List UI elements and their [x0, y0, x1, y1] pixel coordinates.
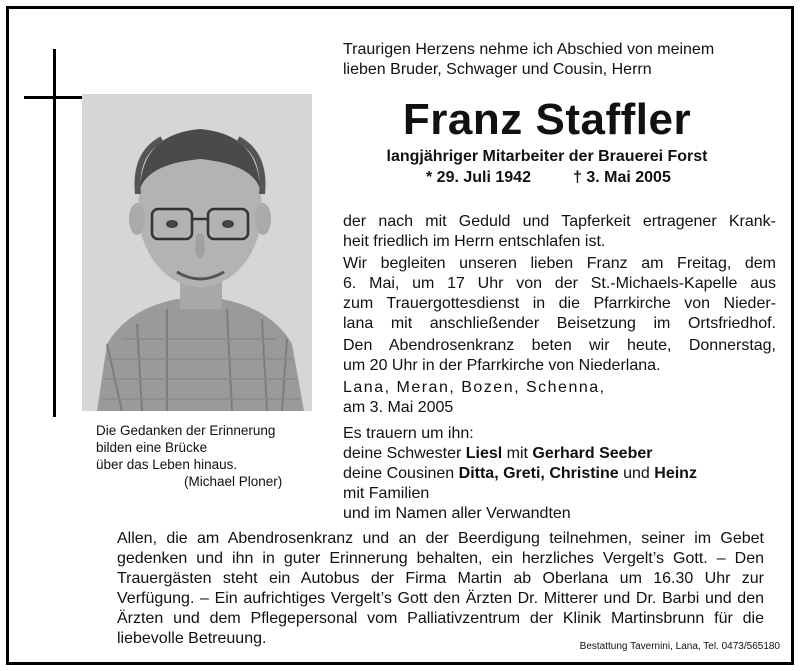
mourners-line-2-prefix: deine Cousinen [343, 465, 459, 482]
body-line-4: 6. Mai, um 17 Uhr von der St.-Michaels-Kapelle aus [343, 275, 776, 292]
mourners-line-3: mit Familien [343, 485, 430, 502]
mourners-line-1-mid: mit [502, 445, 533, 462]
intro-line-1: Traurigen Herzens nehme ich Abschied von meinem [343, 41, 715, 58]
mourner-name-heinz: Heinz [654, 465, 697, 482]
cross-horizontal-bar [24, 96, 82, 99]
quote-line-3: über das Leben hinaus. [96, 457, 238, 472]
occupation: langjähriger Mitarbeiter der Brauerei Forst [386, 148, 708, 165]
undertaker-contact: Bestattung Tavernini, Lana, Tel. 0473/565180 [579, 641, 780, 652]
body-line-6: lana mit anschließender Beisetzung im Ortsfriedhof. [343, 315, 776, 332]
mourners-line-1-prefix: deine Schwester [343, 445, 466, 462]
thanks-line-2: gedenken und ihn in guter Erinnerung behalten, ein herzliches Vergelt’s Gott. – Den [117, 550, 764, 567]
thanks-line-4: Verfügung. – Ein aufrichtiges Vergelt’s Gott den Ärzten Dr. Mitterer und Dr. Barbi und den [117, 590, 764, 607]
thanks-line-3: Trauergästen steht ein Autobus der Firma Martin ab Oberlana um 16.30 Uhr zur [117, 570, 764, 587]
date-line: am 3. Mai 2005 [343, 399, 454, 416]
mourners-line-1 [343, 444, 652, 464]
birth-date: * 29. Juli 1942 [426, 169, 531, 186]
death-date: † 3. Mai 2005 [573, 169, 671, 186]
quote-line-1: Die Gedanken der Erinnerung [96, 423, 276, 438]
body-line-8: um 20 Uhr in der Pfarrkirche von Niederlana. [343, 357, 661, 374]
portrait-photo [82, 94, 312, 411]
thanks-line-6: liebevolle Betreuung. [117, 630, 267, 647]
mourners-line-2-mid: und [618, 465, 655, 482]
portrait-illustration [82, 94, 312, 411]
mourners-heading: Es trauern um ihn: [343, 425, 474, 442]
cross-vertical-bar [53, 49, 56, 417]
body-line-7: Den Abendrosenkranz beten wir heute, Donnerstag, [343, 337, 776, 354]
body-line-2: heit friedlich im Herrn entschlafen ist. [343, 233, 606, 250]
mourners-line-4: und im Namen aller Verwandten [343, 505, 571, 522]
body-line-5: zum Trauergottesdienst in die Pfarrkirche von Nieder- [343, 295, 776, 312]
quote-line-2: bilden eine Brücke [96, 440, 208, 455]
thanks-line-1: Allen, die am Abendrosenkranz und an der Beerdigung teilnehmen, seiner im Gebet [117, 530, 764, 547]
mourner-names-cousins: Ditta, Greti, Christine [458, 465, 619, 482]
place-line: Lana, Meran, Bozen, Schenna, [343, 379, 606, 396]
mourner-name-liesl: Liesl [465, 445, 503, 462]
mourners-line-2 [343, 464, 697, 484]
deceased-name: Franz Staffler [402, 95, 692, 144]
intro-line-2: lieben Bruder, Schwager und Cousin, Herrn [343, 61, 652, 78]
body-line-3: Wir begleiten unseren lieben Franz am Freitag, dem [343, 255, 776, 272]
mourner-name-gerhard: Gerhard Seeber [532, 445, 653, 462]
body-line-1: der nach mit Geduld und Tapferkeit ertragener Krank- [343, 213, 776, 230]
thanks-line-5: Ärzten und dem Pflegepersonal vom Palliativzentrum der Klinik Martinsbrunn für die [117, 610, 764, 627]
quote-author: (Michael Ploner) [184, 474, 283, 489]
